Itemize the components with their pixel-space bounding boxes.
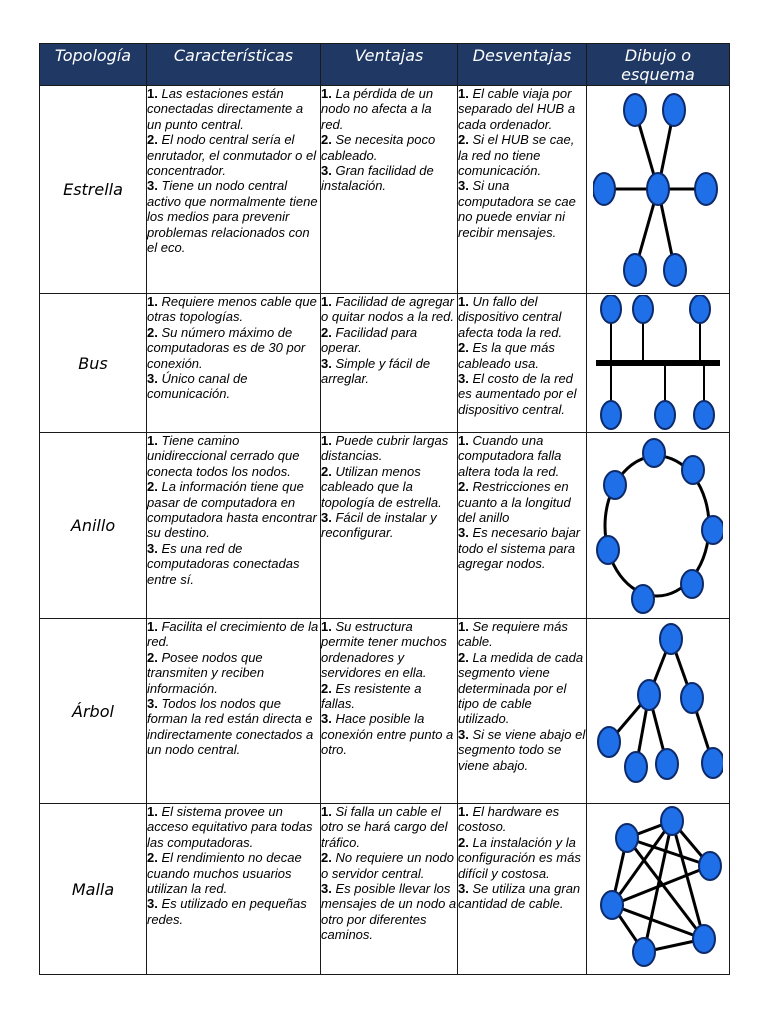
- cell-desventajas: [458, 86, 587, 294]
- tree-topology-icon: [593, 621, 723, 801]
- cell-caracteristicas: [147, 804, 321, 975]
- topology-table: [39, 43, 730, 975]
- list-item: 3. Hace posible la conexión entre punto a otro.: [321, 711, 454, 758]
- list-item: 1. Un fallo del dispositivo central afecta toda la red.: [458, 294, 563, 340]
- list-item: 2. El rendimiento no decae cuando muchos usuarios utilizan la red.: [147, 850, 302, 897]
- star-topology-icon: [593, 90, 723, 290]
- header-row: [40, 44, 730, 86]
- list-item: 1. Si falla un cable el otro se hará cargo del tráfico.: [321, 804, 448, 850]
- cell-ventajas: [321, 294, 458, 433]
- header-caracteristicas: Características: [147, 44, 321, 86]
- list-item: 1. El hardware es costoso.: [458, 804, 560, 835]
- list-item: 1. El sistema provee un acceso equitativo para todas las computadoras.: [147, 804, 313, 850]
- topology-name: Estrella: [40, 86, 147, 294]
- list-item: 2. Utilizan menos cableado que la topología de estrella.: [321, 463, 442, 510]
- list-item: 3. Es necesario bajar todo el sistema para agregar nodos.: [458, 525, 581, 572]
- list-item: 3. Se utiliza una gran cantidad de cable.: [458, 881, 581, 912]
- list-item: 1. Facilidad de agregar o quitar nodos a la red.: [321, 294, 454, 325]
- list-item: 1. El cable viaja por separado del HUB a cada ordenador.: [458, 86, 576, 132]
- cell-dibujo: [587, 804, 730, 975]
- cell-desventajas: [458, 294, 587, 433]
- list-item: 3. El costo de la red es aumentado por el dispositivo central.: [458, 371, 577, 417]
- cell-dibujo: [587, 294, 730, 433]
- cell-ventajas: [321, 619, 458, 804]
- cell-dibujo: [587, 86, 730, 294]
- mesh-topology-icon: [593, 806, 723, 972]
- topology-name: Bus: [40, 294, 147, 433]
- list-item: 2. Si el HUB se cae, la red no tiene comunicación.: [458, 132, 575, 179]
- list-item: 1. Cuando una computadora falla altera toda la red.: [458, 433, 562, 479]
- list-item: 3. Simple y fácil de arreglar.: [321, 355, 431, 387]
- bus-topology-icon: [592, 295, 724, 431]
- cell-dibujo: [587, 619, 730, 804]
- header-ventajas: Ventajas: [321, 44, 458, 86]
- cell-caracteristicas: [147, 294, 321, 433]
- list-item: 1. Su estructura permite tener muchos ordenadores y servidores en ella.: [321, 619, 447, 681]
- list-item: 2. La instalación y la configuración es más difícil y costosa.: [458, 834, 581, 881]
- cell-desventajas: [458, 433, 587, 619]
- list-item: 1. La pérdida de un nodo no afecta a la red.: [321, 86, 434, 132]
- list-item: 3. Es utilizado en pequeñas redes.: [147, 896, 307, 927]
- list-item: 3. Único canal de comunicación.: [147, 371, 248, 402]
- header-topologia: Topología: [40, 44, 147, 86]
- list-item: 1. Requiere menos cable que otras topologías.: [147, 294, 317, 325]
- list-item: 2. Restricciones en cuanto a la longitud del anillo: [458, 479, 571, 526]
- cell-ventajas: [321, 433, 458, 619]
- cell-desventajas: [458, 619, 587, 804]
- list-item: 1. Facilita el crecimiento de la red.: [147, 619, 319, 650]
- list-item: 1. Se requiere más cable.: [458, 619, 568, 650]
- list-item: 2. La información tiene que pasar de computadora en computadora hasta encontrar su destino.: [147, 479, 317, 541]
- topology-name: Árbol: [40, 619, 147, 804]
- list-item: 2. Es la que más cableado usa.: [458, 340, 555, 371]
- list-item: 3. Gran facilidad de instalación.: [321, 163, 434, 194]
- list-item: 2. El nodo central sería el enrutador, el conmutador o el concentrador.: [147, 132, 317, 179]
- row-bus: [40, 294, 730, 433]
- list-item: 3. Tiene un nodo central activo que normalmente tiene los medios para prevenir problemas relacionados con el eco.: [147, 178, 318, 256]
- list-item: 3. Todos los nodos que forman la red están directa e indirectamente conectados a un nodo central.: [147, 696, 314, 758]
- list-item: 3. Es una red de computadoras conectadas entre sí.: [147, 540, 300, 587]
- header-desventajas: Desventajas: [458, 44, 587, 86]
- list-item: 2. Posee nodos que transmiten y reciben información.: [147, 649, 265, 696]
- list-item: 1. Puede cubrir largas distancias.: [321, 433, 449, 464]
- header-dibujo: Dibujo o esquema: [587, 44, 730, 86]
- list-item: 2. Se necesita poco cableado.: [321, 132, 436, 163]
- row-estrella: [40, 86, 730, 294]
- cell-dibujo: [587, 433, 730, 619]
- list-item: 2. La medida de cada segmento viene determinada por el tipo de cable utilizado.: [458, 649, 584, 727]
- list-item: 3. Fácil de instalar y reconfigurar.: [321, 510, 437, 541]
- list-item: 3. Si una computadora se cae no puede enviar ni recibir mensajes.: [458, 178, 576, 240]
- list-item: 2. Facilidad para operar.: [321, 324, 418, 356]
- row-malla: [40, 804, 730, 975]
- cell-caracteristicas: [147, 433, 321, 619]
- ring-topology-icon: [593, 436, 723, 616]
- topology-name: Malla: [40, 804, 147, 975]
- row-anillo: [40, 433, 730, 619]
- list-item: 3. Si se viene abajo el segmento todo se viene abajo.: [458, 726, 586, 773]
- list-item: 3. Es posible llevar los mensajes de un nodo a otro por diferentes caminos.: [321, 881, 457, 943]
- row-arbol: [40, 619, 730, 804]
- cell-ventajas: [321, 86, 458, 294]
- list-item: 2. No requiere un nodo o servidor central.: [321, 850, 454, 881]
- list-item: 1. Tiene camino unidireccional cerrado que conecta todos los nodos.: [147, 433, 300, 479]
- list-item: 2. Su número máximo de computadoras es de 30 por conexión.: [147, 324, 306, 371]
- cell-caracteristicas: [147, 619, 321, 804]
- cell-desventajas: [458, 804, 587, 975]
- topology-name: Anillo: [40, 433, 147, 619]
- cell-ventajas: [321, 804, 458, 975]
- list-item: 2. Es resistente a fallas.: [321, 680, 422, 712]
- list-item: 1. Las estaciones están conectadas directamente a un punto central.: [147, 86, 304, 132]
- cell-caracteristicas: [147, 86, 321, 294]
